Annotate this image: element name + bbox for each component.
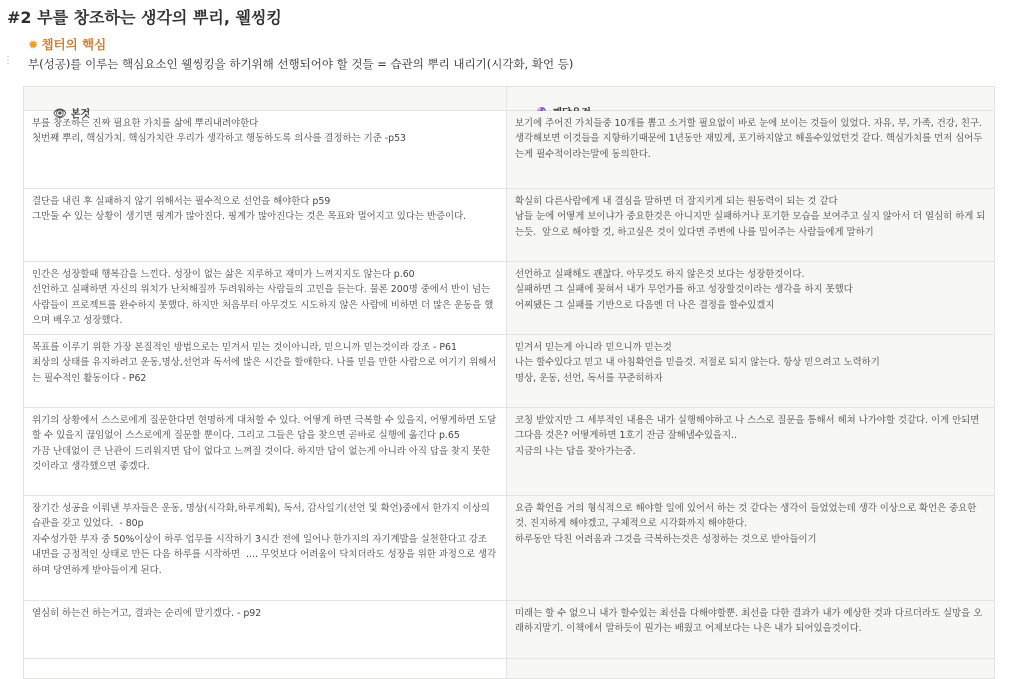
table-cell-realized[interactable]: 보기에 주어진 가치들중 10개를 뽑고 소거할 필요없이 바로 눈에 보이는 것들이 있었다. 자유, 부, 가족, 건강, 친구. 생각해보면 이것들을 지향하기때문에 1년동안 재밌게, 포기하지않고 해올수있었던것 같다. 핵심가치를 먼저 심어두는게 필수적이라는말에 동의한다. — [507, 111, 995, 189]
chapter-summary[interactable]: 부(성공)를 이루는 핵심요소인 웰씽킹을 하기위해 선행되어야 할 것들 = 습관의 뿌리 내리기(시각화, 확언 등) — [28, 57, 574, 71]
table-cell-realized[interactable]: 믿겨서 믿는게 아니라 믿으니까 믿는것 나는 할수있다고 믿고 내 아침확언을 믿을것. 저절로 되지 않는다. 항상 믿으려고 노력하기 명상, 운동, 선언, 독서를 꾸준히하자 — [507, 335, 995, 408]
table-cell-realized[interactable]: 코칭 받았지만 그 세부적인 내용은 내가 실행해야하고 나 스스로 질문을 통해서 헤쳐 나가야할 것같다. 이게 안되면 그다음 것은? 어떻게하면 1호기 잔금 잘해낼수있을지.. 지금의 나는 답을 찾아가는중. — [507, 408, 995, 496]
table-cell-realized[interactable]: 선언하고 실패해도 괜찮다. 아무것도 하지 않은것 보다는 성장한것이다. 실패하면 그 실패에 꽂혀서 내가 무언가를 하고 성장할것이라는 생각을 하지 못했다 어찌됐든 그 실패를 기반으로 다음엔 더 나은 결정을 할수있겠지 — [507, 262, 995, 335]
section-heading — [28, 35, 106, 53]
table-header-row — [24, 87, 995, 121]
table-row — [24, 189, 995, 262]
column-header-seen[interactable] — [24, 87, 507, 121]
eye-icon: 👁 — [52, 107, 67, 121]
table-cell-realized[interactable]: 확실히 다른사람에게 내 결심을 말하면 더 잘지키게 되는 원동력이 되는 것 같다 남들 눈에 어떻게 보이냐가 중요한것은 아니지만 실패하거나 포기한 모습을 보여주고 싶지 않아서 더 열심히 하게 되는듯. 앞으로 해야할 것, 하고싶은 것이 있다면 주변에 나를 밀어주는 사람들에게 말하기 — [507, 189, 995, 262]
column-header-realized[interactable] — [507, 87, 995, 111]
table-cell-seen[interactable] — [24, 659, 507, 679]
sun-icon: ✹ — [28, 37, 39, 52]
table-row — [24, 601, 995, 659]
table-cell-realized[interactable]: 미래는 할 수 없으니 내가 할수있는 최선을 다해야할뿐. 최선을 다한 결과가 내가 예상한 것과 다르더라도 실망을 오래하지말기. 이책에서 말하듯이 뭔가는 배웠고 어제보다는 나은 내가 되어있을것이다. — [507, 601, 995, 659]
table-cell-realized[interactable] — [507, 659, 995, 679]
column-header-label: 본것 — [70, 109, 91, 121]
table-row — [24, 262, 995, 335]
table-cell-seen[interactable]: 목표를 이루기 위한 가장 본질적인 방법으로는 믿겨서 믿는 것이아니라, 믿으니까 믿는것이라 강조 - P61 최상의 상태를 유지하려고 운동,명상,선언과 독서에 많은 시간을 할애한다. 나를 믿을 만한 사람으로 여기기 위해서는 필수적인 활동이다 - P62 — [24, 335, 507, 408]
table-row — [24, 659, 995, 679]
table-row — [24, 335, 995, 408]
table-cell-seen[interactable]: 열심히 하는건 하는거고, 결과는 순리에 맡기겠다. - p92 — [24, 601, 507, 659]
table-cell-seen[interactable]: 위기의 상황에서 스스로에게 질문한다면 현명하게 대처할 수 있다. 어떻게 하면 극복할 수 있을지, 어떻게하면 도달할 수 있을지 끊임없이 스스로에게 질문할 뿐이다. 그리고 그들은 답을 찾으면 곧바로 실행에 옮긴다 p.65 가끔 난데없이 큰 난관이 드리워지면 답이 없다고 느껴질 것이다. 하지만 답이 없는게 아니라 아직 답을 찾지 못한것이라고 생각했으면 좋겠다. — [24, 408, 507, 496]
table-row — [24, 408, 995, 496]
page-title: #2 부를 창조하는 생각의 뿌리, 웰씽킹 — [7, 8, 282, 27]
notes-table — [23, 86, 995, 679]
table-cell-seen[interactable]: 장기간 성공을 이뤄낸 부자들은 운동, 명상(시각화,하루계획), 독서, 감사일기(선언 및 확언)중에서 한가지 이상의습관을 갖고 있었다. - 80p 자수성가한 부자 중 50%이상이 하루 업무를 시작하기 3시간 전에 일어나 한가지의 자기계발을 실천한다고 강조 내면을 긍정적인 상태로 만든 다음 하루를 시작하면 .... 무엇보다 어려움이 닥치더라도 성장을 위한 과정으로 생각하며 당연하게 받아들이게 된다. — [24, 496, 507, 601]
table-row — [24, 496, 995, 601]
drag-handle-icon[interactable]: ⋮ — [3, 55, 13, 66]
table-cell-seen[interactable]: 인간은 성장할때 행복감을 느낀다. 성장이 없는 삶은 지루하고 재미가 느껴지지도 않는다 p.60 선언하고 실패하면 자신의 위치가 난처해질까 두려워하는 사람들의 고민을 듣는다. 물론 200명 중에서 반이 넘는 사람들이 프로젝트를 완수하지 못했다. 하지만 처음부터 아무것도 시도하지 않은 사람에 비하면 더 많은 운동을 했으며 배우고 성장했다. — [24, 262, 507, 335]
table-cell-seen[interactable]: 결단을 내린 후 실패하지 않기 위해서는 필수적으로 선언을 해야한다 p59 그만둘 수 있는 상황이 생기면 핑계가 많아진다. 핑계가 많아진다는 것은 목표와 멀어지고 있다는 반증이다. — [24, 189, 507, 262]
table-cell-seen[interactable]: 부를 창조하는 진짜 필요한 가치를 삶에 뿌리내려야한다 첫번째 뿌리, 핵심가치. 핵심가치란 우리가 생각하고 행동하도록 의사를 결정하는 기준 -p53 — [24, 111, 507, 189]
table-cell-realized[interactable]: 요즘 확언을 거의 형식적으로 해야할 일에 있어서 하는 것 같다는 생각이 들었었는데 생각 이상으로 확언은 중요한 것. 진지하게 해야겠고, 구체적으로 시각화까지 해야한다. 하루동안 닥친 어려움과 그것을 극복하는것은 성정하는 것으로 받아들이기 — [507, 496, 995, 601]
table-row — [24, 111, 995, 189]
section-heading-label: 챕터의 핵심 — [41, 37, 107, 52]
